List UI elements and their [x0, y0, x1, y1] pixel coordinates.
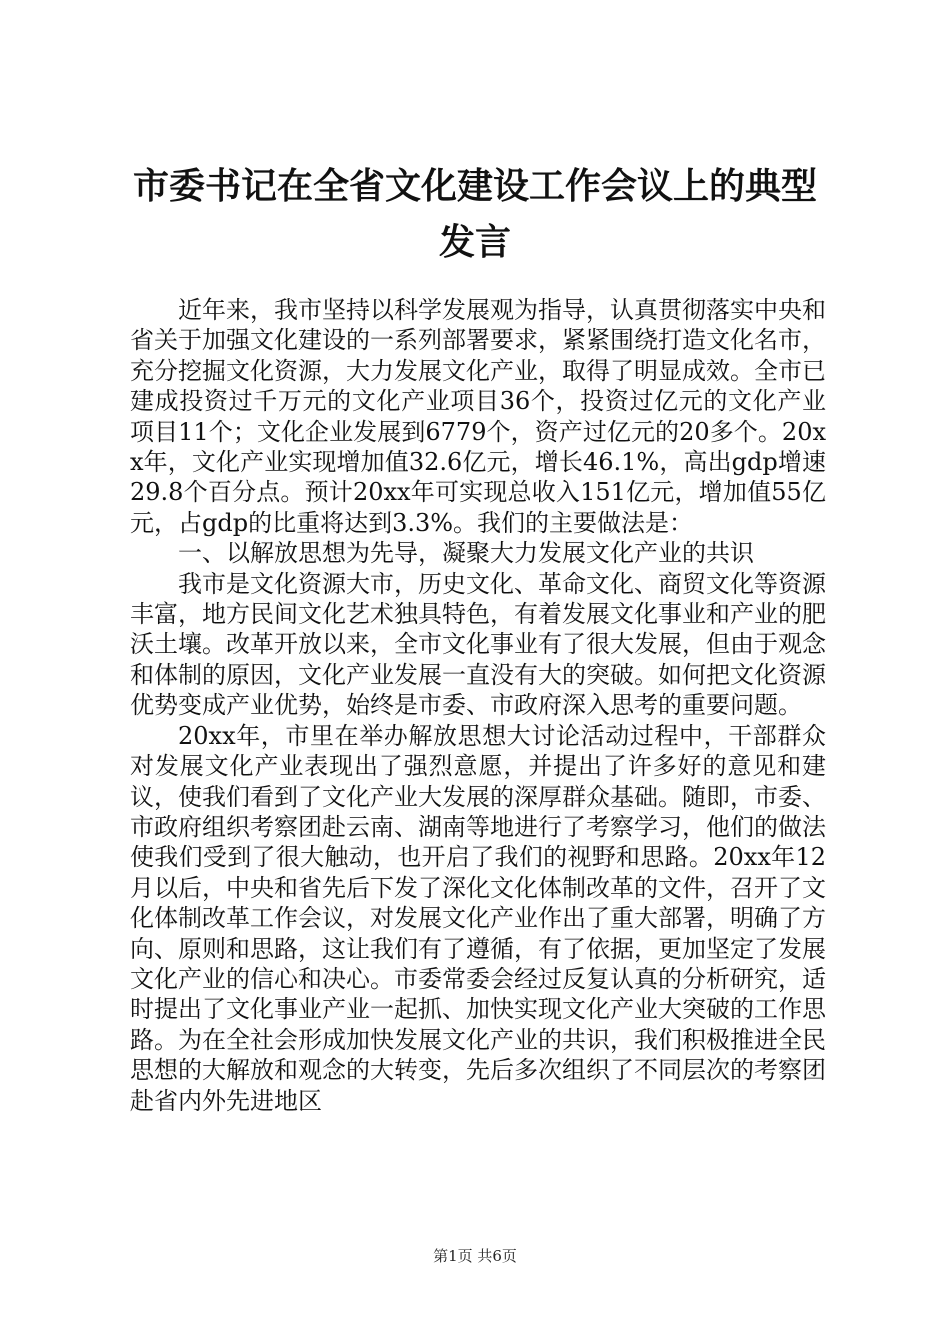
document-title: 市委书记在全省文化建设工作会议上的典型发言	[132, 165, 817, 263]
paragraph-intro: 近年来，我市坚持以科学发展观为指导，认真贯彻落实中央和省关于加强文化建设的一系列部署要求，紧紧围绕打造文化名市，充分挖掘文化资源，大力发展文化产业，取得了明显成效。全市已建成投资过千万元的文化产业项目36个，投资过亿元的文化产业项目11个；文化企业发展到6779个，资产过亿元的20多个。20xx年，文化产业实现增加值32.6亿元，增长46.1%，高出gdp增速29.8个百分点。预计20xx年可实现总收入151亿元，增加值55亿元，占gdp的比重将达到3.3%。我们的主要做法是：	[130, 296, 826, 537]
page-number-footer: 第1页 共6页	[433, 1247, 517, 1265]
section-heading-1: 一、以解放思想为先导，凝聚大力发展文化产业的共识	[178, 539, 754, 568]
document-body	[130, 295, 826, 1116]
paragraph-resources: 我市是文化资源大市，历史文化、革命文化、商贸文化等资源丰富，地方民间文化艺术独具特色，有着发展文化事业和产业的肥沃土壤。改革开放以来，全市文化事业有了很大发展，但由于观念和体制的原因，文化产业发展一直没有大的突破。如何把文化资源优势变成产业优势，始终是市委、市政府深入思考的重要问题。	[130, 569, 826, 720]
paragraph-ideas: 20xx年，市里在举办解放思想大讨论活动过程中，干部群众对发展文化产业表现出了强烈意愿，并提出了许多好的意见和建议，使我们看到了文化产业大发展的深厚群众基础。随即，市委、市政府组织考察团赴云南、湖南等地进行了考察学习，他们的做法使我们受到了很大触动，也开启了我们的视野和思路。20xx年12月以后，中央和省先后下发了深化文化体制改革的文件，召开了文化体制改革工作会议，对发展文化产业作出了重大部署，明确了方向、原则和思路，这让我们有了遵循，有了依据，更加坚定了发展文化产业的信心和决心。市委常委会经过反复认真的分析研究，适时提出了文化事业产业一起抓、加快实现文化产业大突破的工作思路。为在全社会形成加快发展文化产业的共识，我们积极推进全民思想的大解放和观念的大转变，先后多次组织了不同层次的考察团赴省内外先进地区	[130, 721, 826, 1115]
